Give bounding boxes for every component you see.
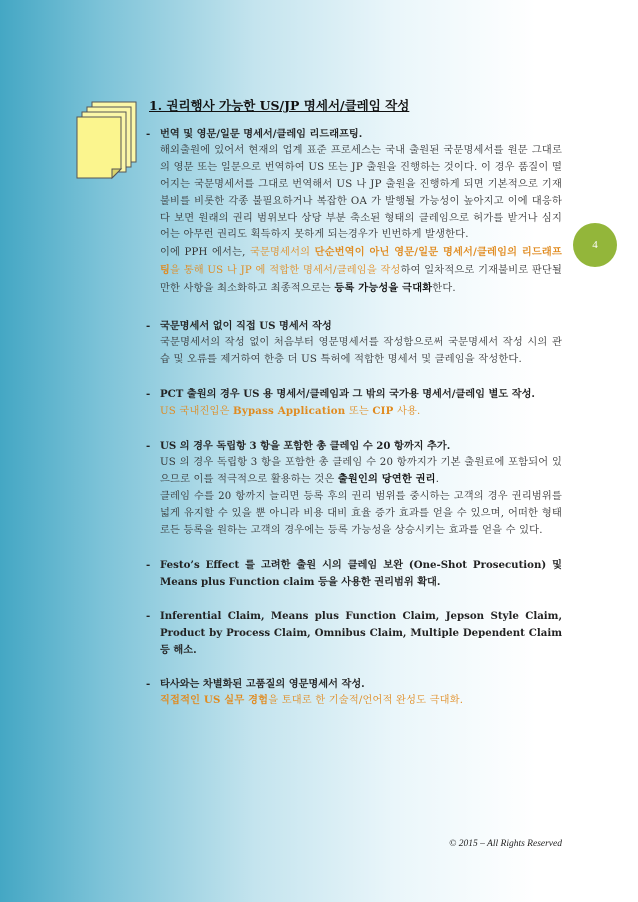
highlight-text: US 국내진입은: [160, 405, 234, 417]
highlight-bold-text: 직접적인 US 실무 경험: [160, 694, 269, 707]
text: .: [435, 474, 440, 486]
bold-text: 등록 가능성을 극대화: [334, 282, 433, 295]
highlight-bold-text: Bypass Application: [233, 404, 346, 417]
section-title: 1. 권리행사 가능한 US/JP 명세서/클레임 작성: [149, 98, 410, 113]
text: 한다.: [432, 283, 456, 295]
section-paragraph: [146, 403, 562, 421]
section-heading: 국문명세서 없이 직접 US 명세서 작성: [160, 320, 332, 333]
bullet: -: [146, 609, 151, 622]
highlight-bold-text: CIP: [372, 404, 394, 417]
bullet: -: [146, 128, 151, 140]
section-heading: 타사와는 차별화된 고품질의 영문명세서 작성.: [160, 677, 365, 690]
section-heading: Inferential Claim, Means plus Function Claim, Jepson Style Claim, Product by Process Claim, Omnibus Claim, Multiple Dependent Claim 등 해소.: [160, 609, 562, 656]
section-paragraph: 해외출원에 있어서 현재의 업계 표준 프로세스는 국내 출원된 국문명세서를 원문 그대로의 영문 또는 일문으로 번역하여 US 또는 JP 출원을 진행하는 것이다. 이 경우 품질이 떨어지는 국문명세서를 그대로 번역해서 US 나 JP 출원을 진행하게 되면 기본적으로 기재불비를 비롯한 각종 불필요하거나 복잡한 OA 가 발행될 가능성이 높아지고 이에 대응하다 보면 원래의 권리 범위보다 상당 부분 축소된 형태의 클레임으로 허가를 받거나 심지어는 아무런 권리도 획득하지 못하게 되는경우가 빈번하게 발생한다.: [160, 144, 562, 241]
highlight-text: 을 토대로 한 기술적/언어적 완성도 극대화.: [268, 695, 464, 707]
section-paragraph: [146, 692, 562, 710]
text: US 의 경우 독립항 3 항을 포함한 총 클레임 수 20 항까지가 기본 출원료에 포함되어 있으므로 이를 적극적으로 활용하는 것은: [160, 456, 562, 486]
section-quality: [146, 676, 562, 711]
highlight-text: 국문명세서의: [249, 247, 315, 259]
highlight-text: 을 통해 US 나 JP 에 적합한 명세서/클레임을 작성: [170, 265, 401, 277]
bullet: -: [146, 439, 151, 452]
section-paragraph: 국문명세서의 작성 없이 처음부터 영문명세서를 작성함으로써 국문명세서 작성 시의 관습 및 오류를 제거하여 한층 더 US 특허에 적합한 명세서 및 클레임을 작성한다.: [160, 336, 562, 365]
section-translation: [146, 126, 562, 298]
bold-text: 출원인의 당연한 권리: [337, 473, 436, 486]
bullet: -: [146, 387, 151, 400]
highlight-text: 또는: [345, 405, 373, 417]
section-paragraph: 클레임 수를 20 항까지 늘리면 등록 후의 권리 범위를 중시하는 고객의 경우 권리범위를 넓게 유지할 수 있을 뿐 아니라 비용 대비 효율 증가 효과를 얻을 수 있으며, 어떠한 형태로든 등록을 원하는 고객의 경우에는 등록 가능성을 상승시키는 효과를 얻을 수 있다.: [160, 491, 562, 537]
section-festo: [146, 557, 562, 591]
section-heading: 번역 및 영문/일문 명세서/클레임 리드래프팅.: [160, 128, 363, 140]
section-direct-us: [146, 318, 562, 369]
section-heading: PCT 출원의 경우 US 용 명세서/클레임과 그 밖의 국가용 명세서/클레임 별도 작성.: [160, 387, 535, 400]
content: [146, 126, 562, 723]
highlight-bold-text: 단순번역이 아닌 영문/일문 명세서/클레임의 리드래프팅: [160, 246, 563, 277]
copyright-footer: © 2015 – All Rights Reserved: [449, 839, 562, 849]
page-number-badge: 4: [573, 223, 617, 267]
section-claim-types: [146, 608, 562, 659]
section-paragraph: [146, 244, 562, 298]
section-paragraph: [146, 455, 562, 490]
text: 하여 일차적으로 기재불비로 판단될만한 사항을 최소화하고 최종적으로는: [160, 265, 563, 295]
highlight-text: 사용.: [393, 405, 421, 417]
section-heading: Festo’s Effect 를 고려한 출원 시의 클레임 보완 (One-Shot Prosecution) 및 Means plus Function claim 등을 사용한 권리범위 확대.: [160, 559, 562, 588]
documents-icon: [76, 100, 138, 180]
bullet: -: [146, 320, 151, 333]
bullet: -: [146, 677, 151, 690]
text: 이에 PPH 에서는,: [160, 247, 250, 259]
bullet: -: [146, 559, 151, 572]
section-claims-20: [146, 438, 562, 540]
section-heading: US 의 경우 독립항 3 항을 포함한 총 클레임 수 20 항까지 추가.: [160, 439, 451, 452]
section-pct: [146, 386, 562, 421]
